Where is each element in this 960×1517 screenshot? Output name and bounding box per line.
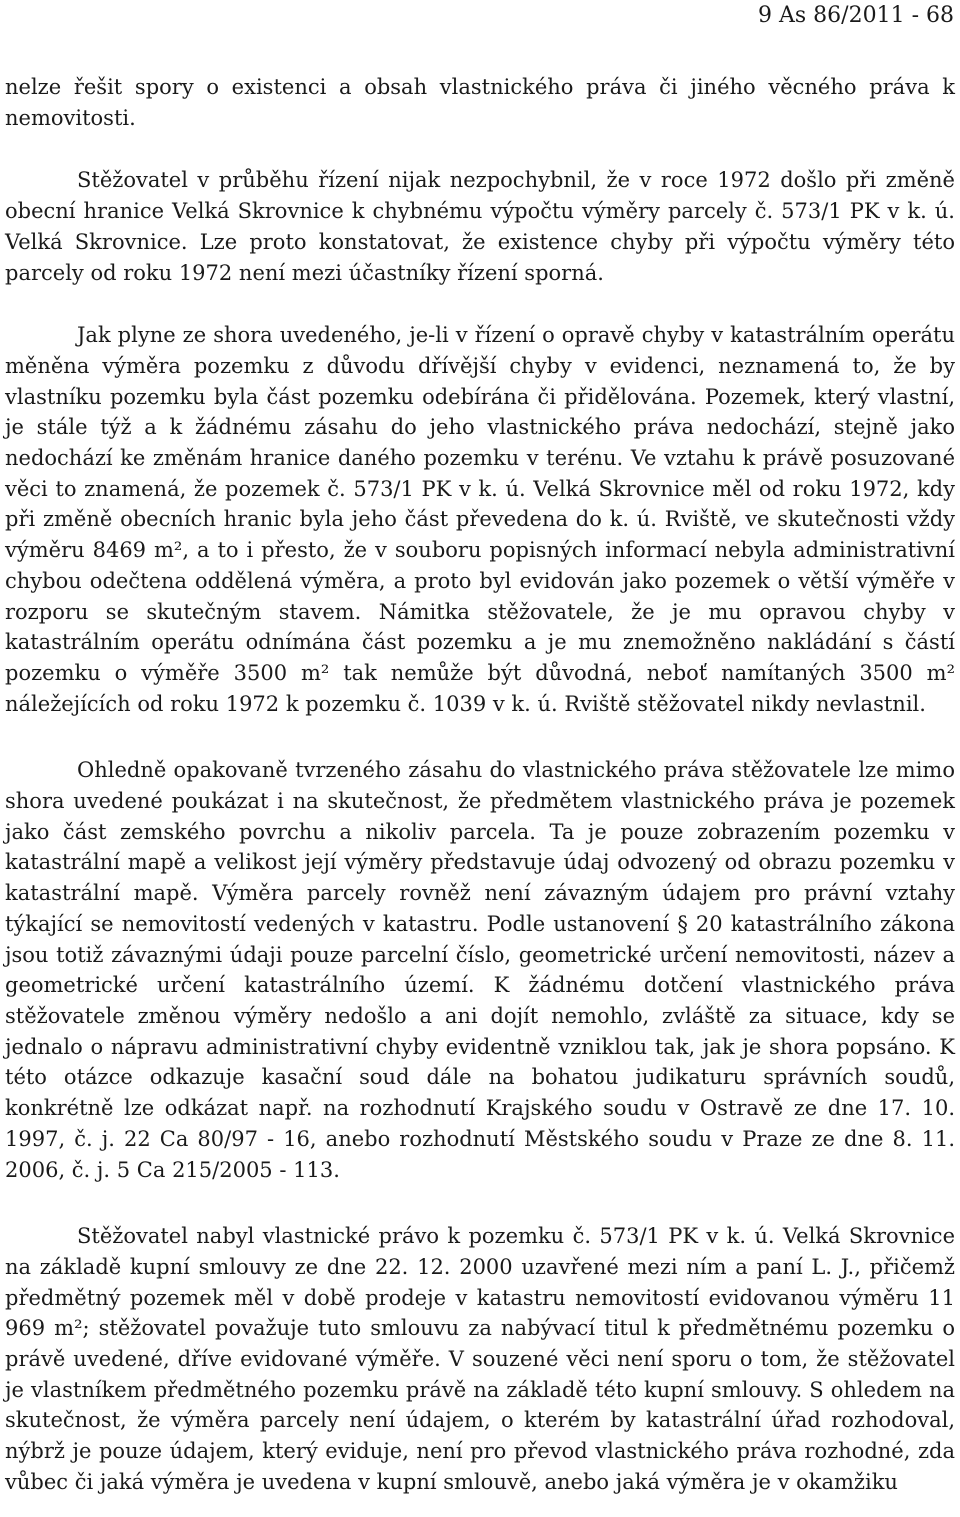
document-body [5, 72, 955, 1498]
paragraph-1: nelze řešit spory o existenci a obsah vlastnického práva či jiného věcného práva k nemovitosti. [5, 75, 955, 130]
paragraph-4: Ohledně opakovaně tvrzeného zásahu do vlastnického práva stěžovatele lze mimo shora uvedené poukázat i na skutečnost, že předmětem vlastnického práva je pozemek jako část zemského povrchu a nikoliv parcela. Ta je pouze zobrazením pozemku v katastrální mapě a velikost její výměry představuje údaj odvozený od obrazu pozemku v katastrální mapě. Výměra parcely rovněž není závazným údajem pro právní vztahy týkající se nemovitostí vedených v katastru. Podle ustanovení § 20 katastrálního zákona jsou totiž závaznými údaji pouze parcelní číslo, geometrické určení nemovitosti, název a geometrické určení katastrálního území. K žádnému dotčení vlastnického práva stěžovatele změnou výměry nedošlo a ani dojít nemohlo, zvláště za situace, kdy se jednalo o nápravu administrativní chyby evidentně vzniklou tak, jak je shora popsáno. K této otázce odkazuje kasační soud dále na bohatou judikaturu správních soudů, konkrétně lze odkázat např. na rozhodnutí Krajského soudu v Ostravě ze dne 17. 10. 1997, č. j. 22 Ca 80/97 - 16, anebo rozhodnutí Městského soudu v Praze ze dne 8. 11. 2006, č. j. 5 Ca 215/2005 - 113. [5, 758, 955, 1182]
paragraph-5: Stěžovatel nabyl vlastnické právo k pozemku č. 573/1 PK v k. ú. Velká Skrovnice na základě kupní smlouvy ze dne 22. 12. 2000 uzavřené mezi ním a paní L. J., přičemž předmětný pozemek měl v době prodeje v katastru nemovitostí evidovanou výměru 11 969 m²; stěžovatel považuje tuto smlouvu za nabývací titul k předmětnému pozemku o právě uvedené, dříve evidované výměře. V souzené věci není sporu o tom, že stěžovatel je vlastníkem předmětného pozemku právě na základě této kupní smlouvy. S ohledem na skutečnost, že výměra parcely není údajem, o kterém by katastrální úřad rozhodoval, nýbrž je pouze údajem, který eviduje, není pro převod vlastnického práva rozhodné, zda vůbec či jaká výměra je uvedena v kupní smlouvě, anebo jaká výměra je v okamžiku [5, 1224, 955, 1494]
paragraph-2: Stěžovatel v průběhu řízení nijak nezpochybnil, že v roce 1972 došlo při změně obecní hranice Velká Skrovnice k chybnému výpočtu výměry parcely č. 573/1 PK v k. ú. Velká Skrovnice. Lze proto konstatovat, že existence chyby při výpočtu výměry této parcely od roku 1972 není mezi účastníky řízení sporná. [5, 168, 955, 285]
case-number: 9 As 86/2011 - 68 [758, 3, 954, 28]
paragraph-3: Jak plyne ze shora uvedeného, je-li v řízení o opravě chyby v katastrálním operátu měněna výměra pozemku z důvodu dřívější chyby v evidenci, neznamená to, že by vlastníku pozemku byla část pozemku odebírána či přidělována. Pozemek, který vlastní, je stále týž a k žádnému zásahu do jeho vlastnického práva nedochází, stejně jako nedochází ke změnám hranice daného pozemku v terénu. Ve vztahu k právě posuzované věci to znamená, že pozemek č. 573/1 PK v k. ú. Velká Skrovnice měl od roku 1972, kdy při změně obecních hranic byla jeho část převedena do k. ú. Rviště, ve skutečnosti vždy výměru 8469 m², a to i přesto, že v souboru popisných informací nebyla administrativní chybou odečtena oddělená výměra, a proto byl evidován jako pozemek o větší výměře v rozporu se skutečným stavem. Námitka stěžovatele, že je mu opravou chyby v katastrálním operátu odnímána část pozemku a je mu znemožněno nakládání s částí pozemku o výměře 3500 m² tak nemůže být důvodná, neboť namítaných 3500 m² náležejících od roku 1972 k pozemku č. 1039 v k. ú. Rviště stěžovatel nikdy nevlastnil. [5, 323, 955, 716]
